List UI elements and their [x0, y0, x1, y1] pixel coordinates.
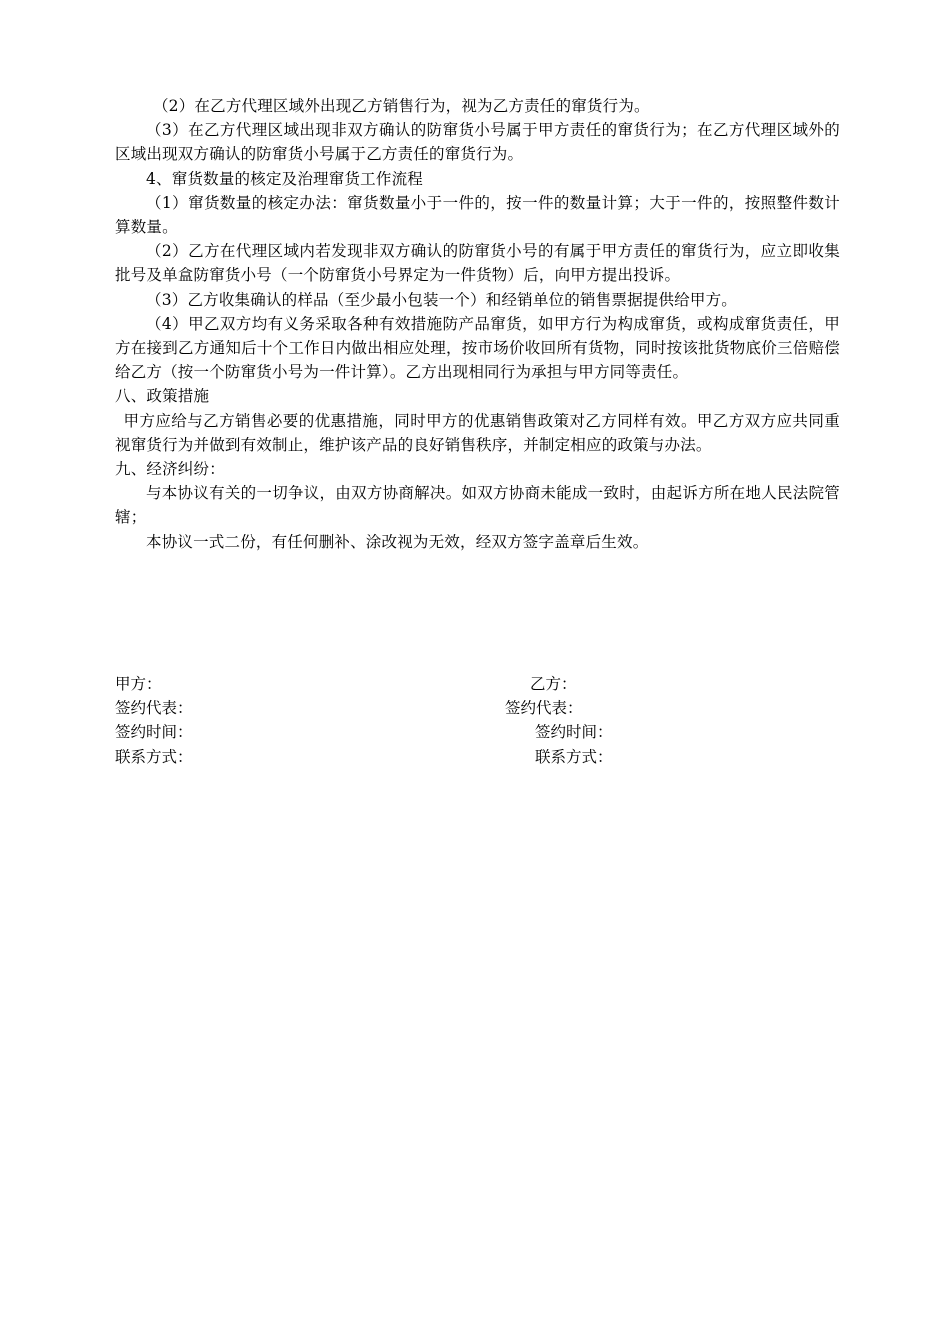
section-4-heading: 4、窜货数量的核定及治理窜货工作流程 — [146, 169, 423, 188]
clause-1-quantity-method: （1）窜货数量的核定办法：窜货数量小于一件的，按一件的数量计算；大于一件的，按照整件数计算数量。 — [115, 193, 840, 237]
signature-row-party — [115, 672, 840, 696]
party-a-contact-label: 联系方式： — [115, 747, 193, 766]
section-9-heading: 九、经济纠纷： — [115, 460, 225, 479]
clause-3-sample-collection: （3）乙方收集确认的样品（至少最小包装一个）和经销单位的销售票据提供给甲方。 — [146, 290, 737, 309]
section-9-dispute-text: 与本协议有关的一切争议，由双方协商解决。如双方协商未能成一致时，由起诉方所在地人民法院管辖； — [115, 484, 840, 527]
party-a-date-label: 签约时间： — [115, 723, 193, 742]
clause-4-obligations: （4）甲乙双方均有义务采取各种有效措施防产品窜货，如甲方行为构成窜货，或构成窜货责任，甲方在接到乙方通知后十个工作日内做出相应处理，按市场价收回所有货物，同时按该批货物底价三倍赔偿给乙方（按一个防窜货小号为一件计算）。乙方出现相同行为承担与甲方同等责任。 — [115, 314, 840, 382]
party-b-contact-label: 联系方式： — [535, 747, 613, 766]
signature-row-representative — [115, 696, 840, 720]
section-8-heading: 八、政策措施 — [115, 387, 210, 406]
party-b-representative-label: 签约代表： — [505, 699, 583, 718]
signature-row-contact — [115, 745, 840, 769]
party-b-date-label: 签约时间： — [535, 723, 613, 742]
party-a-label: 甲方： — [115, 675, 162, 693]
signature-row-date — [115, 720, 840, 744]
validity-clause: 本协议一式二份，有任何删补、涂改视为无效，经双方签字盖章后生效。 — [146, 532, 649, 551]
clause-2-complaint-process: （2）乙方在代理区域内若发现非双方确认的防窜货小号的有属于甲方责任的窜货行为，应立即收集批号及单盒防窜货小号（一个防窜货小号界定为一件货物）后，向甲方提出投诉。 — [115, 242, 840, 285]
contract-body — [115, 94, 840, 554]
party-b-label: 乙方： — [530, 675, 577, 693]
signature-block — [115, 672, 840, 769]
section-8-text: 甲方应给与乙方销售必要的优惠措施，同时甲方的优惠销售政策对乙方同样有效。甲乙方双方应共同重视窜货行为并做到有效制止，维护该产品的良好销售秩序，并制定相应的政策与办法。 — [115, 411, 840, 454]
clause-3-unconfirmed-codes: （3）在乙方代理区域出现非双方确认的防窜货小号属于甲方责任的窜货行为；在乙方代理区域外的区域出现双方确认的防窜货小号属于乙方责任的窜货行为。 — [115, 121, 840, 164]
clause-2-outside-region: （2）在乙方代理区域外出现乙方销售行为，视为乙方责任的窜货行为。 — [152, 97, 650, 115]
party-a-representative-label: 签约代表： — [115, 699, 193, 718]
